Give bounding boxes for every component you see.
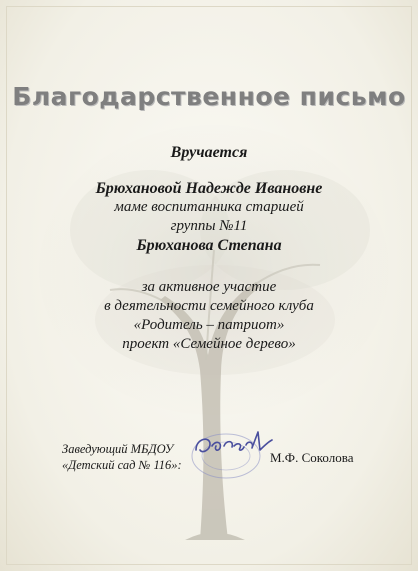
- recipient-role: маме воспитанника старшей: [114, 199, 304, 215]
- handwritten-signature: [188, 420, 278, 470]
- awarded-label: Вручается: [170, 144, 248, 161]
- reason-line-3: «Родитель – патриот»: [133, 317, 285, 333]
- group-number: группы №11: [170, 218, 248, 234]
- reason-line-4: проект «Семейное дерево»: [122, 336, 296, 352]
- reason-line-1: за активное участие: [141, 279, 277, 295]
- signer-name: М.Ф. Соколова: [270, 450, 354, 465]
- document-title: Благодарственное письмо: [12, 82, 406, 111]
- signer-position-line-2: «Детский сад № 116»:: [62, 458, 182, 472]
- signer-position-line-1: Заведующий МБДОУ: [62, 442, 174, 456]
- child-name: Брюханова Степана: [136, 237, 282, 254]
- recipient-name: Брюхановой Надежде Ивановне: [95, 180, 323, 197]
- reason-line-2: в деятельности семейного клуба: [104, 298, 314, 314]
